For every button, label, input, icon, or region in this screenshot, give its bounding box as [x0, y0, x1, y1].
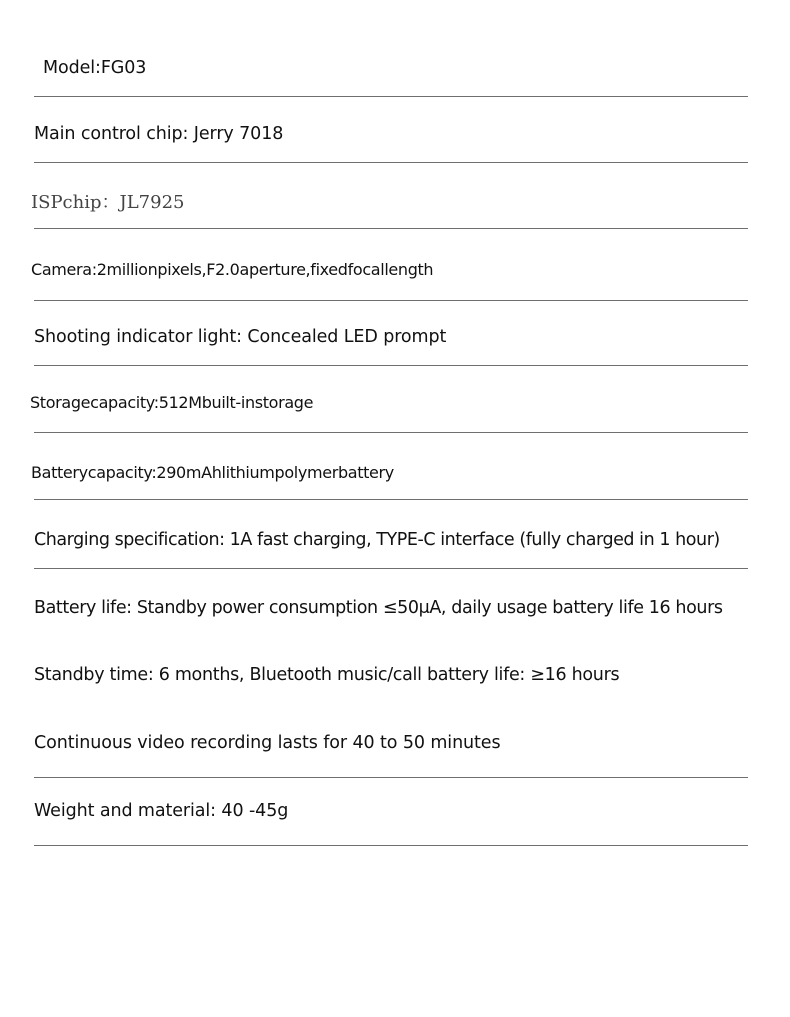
divider — [34, 845, 748, 846]
spec-camera: Camera:2millionpixels,F2.0aperture,fixedfocallength — [31, 260, 434, 279]
divider — [34, 777, 748, 778]
spec-weight-material: Weight and material: 40 -45g — [34, 801, 289, 821]
spec-standby-time: Standby time: 6 months, Bluetooth music/call battery life: ≥16 hours — [34, 665, 620, 685]
divider — [34, 96, 748, 97]
spec-battery-life: Battery life: Standby power consumption ≤50μA, daily usage battery life 16 hours — [34, 598, 723, 618]
spec-model: Model:FG03 — [43, 58, 147, 78]
spec-storage-capacity: Storagecapacity:512Mbuilt-instorage — [30, 393, 314, 412]
spec-video-recording: Continuous video recording lasts for 40 to 50 minutes — [34, 733, 501, 753]
divider — [34, 365, 748, 366]
spec-charging: Charging specification: 1A fast charging, TYPE-C interface (fully charged in 1 hour) — [34, 530, 720, 550]
divider — [34, 162, 748, 163]
divider — [34, 568, 748, 569]
divider — [34, 228, 748, 229]
spec-main-control-chip: Main control chip: Jerry 7018 — [34, 124, 284, 144]
spec-isp-chip: ISPchip：JL7925 — [31, 192, 185, 213]
spec-battery-capacity: Batterycapacity:290mAhlithiumpolymerbattery — [31, 463, 394, 482]
divider — [34, 499, 748, 500]
divider — [34, 300, 748, 301]
spec-shooting-indicator: Shooting indicator light: Concealed LED prompt — [34, 327, 447, 347]
divider — [34, 432, 748, 433]
